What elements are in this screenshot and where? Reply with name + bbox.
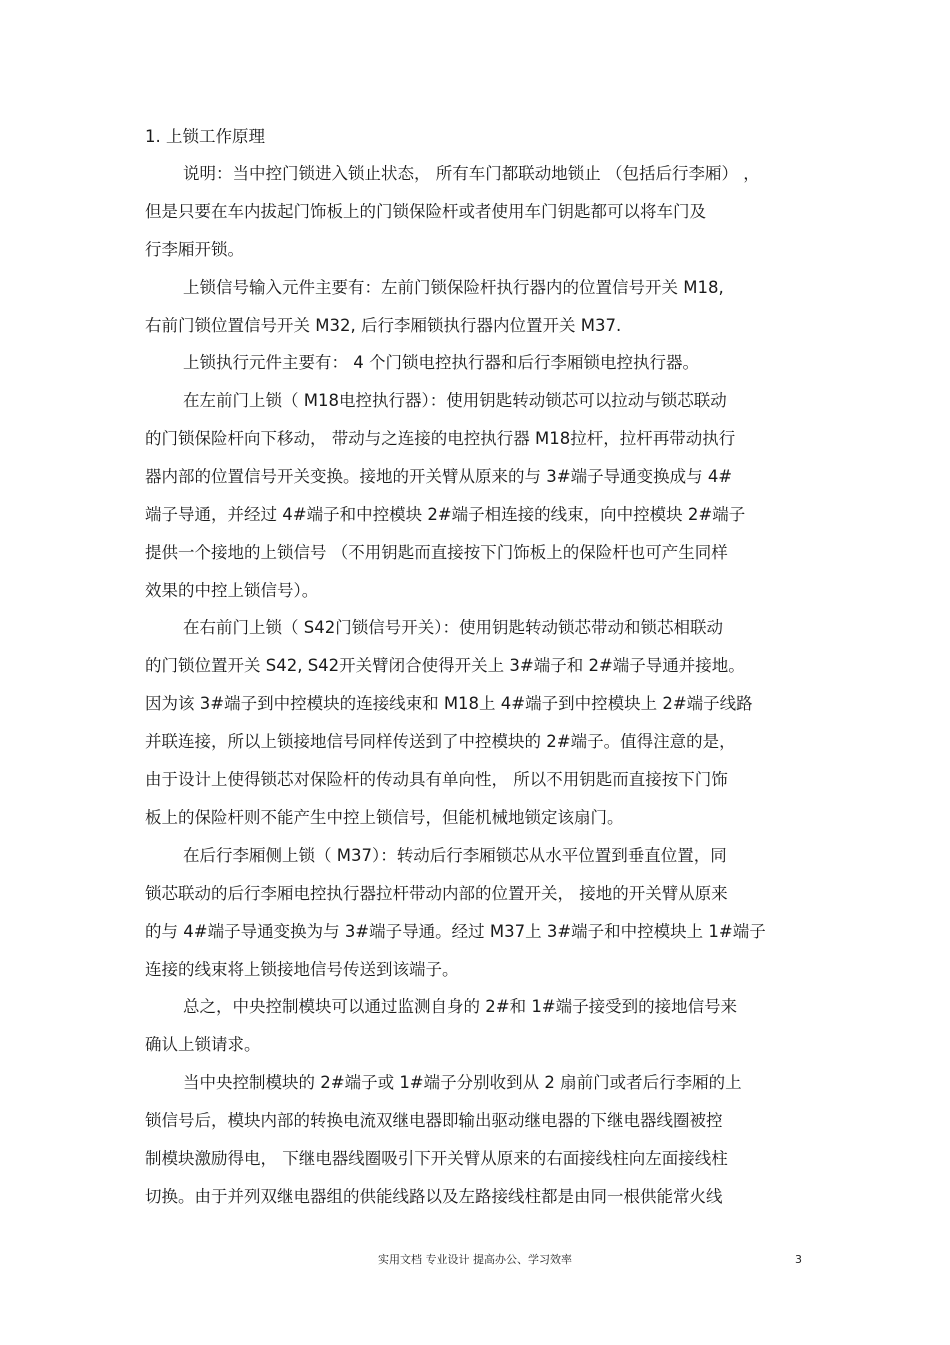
body-line: 效果的中控上锁信号）。 — [145, 581, 319, 600]
body-line: 切换。由于并列双继电器组的供能线路以及左路接线柱都是由同一根供能常火线 — [145, 1187, 723, 1206]
body-line: 当中央控制模块的 2#端子或 1#端子分别收到从 2 扇前门或者后行李厢的上 — [183, 1073, 742, 1092]
body-line: 的与 4#端子导通变换为与 3#端子导通。经过 M37上 3#端子和中控模块上 1#端子 — [145, 922, 766, 941]
body-line: 锁芯联动的后行李厢电控执行器拉杆带动内部的位置开关， 接地的开关臂从原来 — [145, 884, 728, 903]
body-line: 提供一个接地的上锁信号 （不用钥匙而直接按下门饰板上的保险杆也可产生同样 — [145, 543, 728, 562]
page-footer: 实用文档 专业设计 提高办公、学习效率 — [378, 1253, 572, 1266]
body-line: 器内部的位置信号开关变换。接地的开关臂从原来的与 3#端子导通变换成与 4# — [145, 467, 733, 486]
body-line: 确认上锁请求。 — [145, 1035, 261, 1054]
body-line: 上锁执行元件主要有： 4 个门锁电控执行器和后行李厢锁电控执行器。 — [183, 353, 699, 372]
body-line: 在后行李厢侧上锁（ M37）：转动后行李厢锁芯从水平位置到垂直位置，同 — [183, 846, 727, 865]
body-line: 制模块激励得电， 下继电器线圈吸引下开关臂从原来的右面接线柱向左面接线柱 — [145, 1149, 728, 1168]
body-line: 说明：当中控门锁进入锁止状态， 所有车门都联动地锁止 （包括后行李厢） ， — [183, 164, 760, 183]
body-line: 的门锁保险杆向下移动， 带动与之连接的电控执行器 M18拉杆，拉杆再带动执行 — [145, 429, 736, 448]
body-line: 在右前门上锁（ S42门锁信号开关）：使用钥匙转动锁芯带动和锁芯相联动 — [183, 618, 723, 637]
body-line: 板上的保险杆则不能产生中控上锁信号，但能机械地锁定该扇门。 — [145, 808, 624, 827]
body-line: 锁信号后，模块内部的转换电流双继电器即输出驱动继电器的下继电器线圈被控 — [145, 1111, 723, 1130]
body-line: 端子导通，并经过 4#端子和中控模块 2#端子相连接的线束，向中控模块 2#端子 — [145, 505, 746, 524]
body-line: 的门锁位置开关 S42, S42开关臂闭合使得开关上 3#端子和 2#端子导通并接地。 — [145, 656, 745, 675]
body-line: 连接的线束将上锁接地信号传送到该端子。 — [145, 960, 459, 979]
section-heading: 1. 上锁工作原理 — [145, 127, 265, 146]
body-line: 由于设计上使得锁芯对保险杆的传动具有单向性， 所以不用钥匙而直接按下门饰 — [145, 770, 728, 789]
body-line: 行李厢开锁。 — [145, 240, 244, 259]
body-line: 因为该 3#端子到中控模块的连接线束和 M18上 4#端子到中控模块上 2#端子线路 — [145, 694, 753, 713]
page-number: 3 — [795, 1253, 802, 1266]
body-line: 总之，中央控制模块可以通过监测自身的 2#和 1#端子接受到的接地信号来 — [183, 997, 738, 1016]
body-line: 并联连接，所以上锁接地信号同样传送到了中控模块的 2#端子。值得注意的是， — [145, 732, 736, 751]
body-line: 但是只要在车内拔起门饰板上的门锁保险杆或者使用车门钥匙都可以将车门及 — [145, 202, 706, 221]
body-line: 在左前门上锁（ M18电控执行器）：使用钥匙转动锁芯可以拉动与锁芯联动 — [183, 391, 727, 410]
body-line: 右前门锁位置信号开关 M32, 后行李厢锁执行器内位置开关 M37. — [145, 316, 622, 335]
body-line: 上锁信号输入元件主要有：左前门锁保险杆执行器内的位置信号开关 M18, — [183, 278, 724, 297]
